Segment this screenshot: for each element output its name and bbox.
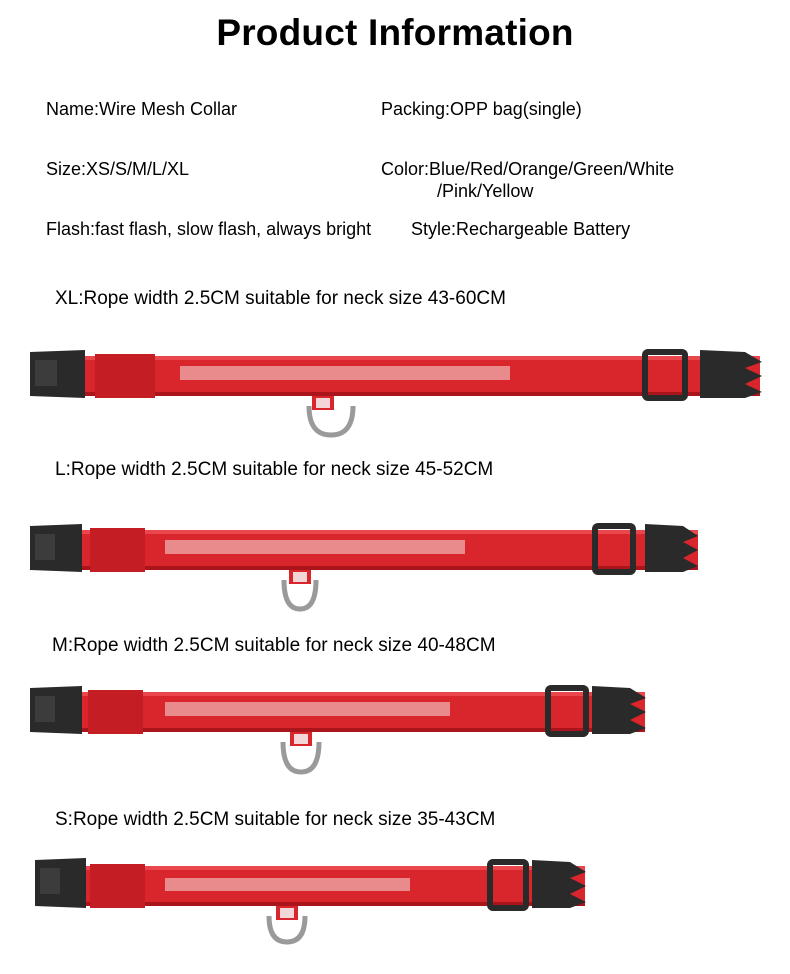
spec-color-continued: /Pink/Yellow bbox=[437, 181, 534, 201]
page-title: Product Information bbox=[216, 12, 574, 53]
size-caption-xl: XL:Rope width 2.5CM suitable for neck size 43-60CM bbox=[55, 288, 506, 309]
collar-m bbox=[30, 686, 646, 772]
reflective-strip bbox=[165, 878, 410, 891]
d-ring bbox=[309, 406, 353, 435]
size-caption-m: M:Rope width 2.5CM suitable for neck size 40-48CM bbox=[52, 635, 496, 656]
buckle-right bbox=[532, 860, 586, 908]
reflective-strip bbox=[165, 702, 450, 716]
collar-image-l bbox=[0, 512, 790, 617]
reflective-strip bbox=[180, 366, 510, 380]
spec-packing: Packing:OPP bag(single) bbox=[381, 99, 582, 119]
d-ring bbox=[284, 580, 316, 609]
buckle-right bbox=[700, 350, 762, 398]
reflective-strip bbox=[165, 540, 465, 554]
collar-xl bbox=[30, 350, 762, 435]
d-ring bbox=[283, 742, 319, 772]
collar-image-s bbox=[0, 852, 790, 957]
collar-l bbox=[30, 524, 698, 609]
spec-color: Color:Blue/Red/Orange/Green/White bbox=[381, 159, 675, 179]
spec-flash: Flash:fast flash, slow flash, always bright bbox=[46, 219, 372, 239]
collar-image-xl bbox=[0, 340, 790, 445]
collar-s bbox=[35, 858, 586, 942]
spec-style: Style:Rechargeable Battery bbox=[411, 219, 631, 239]
spec-size: Size:XS/S/M/L/XL bbox=[46, 159, 190, 179]
buckle-right bbox=[592, 686, 646, 734]
spec-name: Name:Wire Mesh Collar bbox=[46, 99, 238, 119]
size-caption-s: S:Rope width 2.5CM suitable for neck size 35-43CM bbox=[55, 809, 496, 830]
size-caption-l: L:Rope width 2.5CM suitable for neck size 45-52CM bbox=[55, 459, 494, 480]
collar-image-m bbox=[0, 680, 790, 785]
buckle-right bbox=[645, 524, 698, 572]
